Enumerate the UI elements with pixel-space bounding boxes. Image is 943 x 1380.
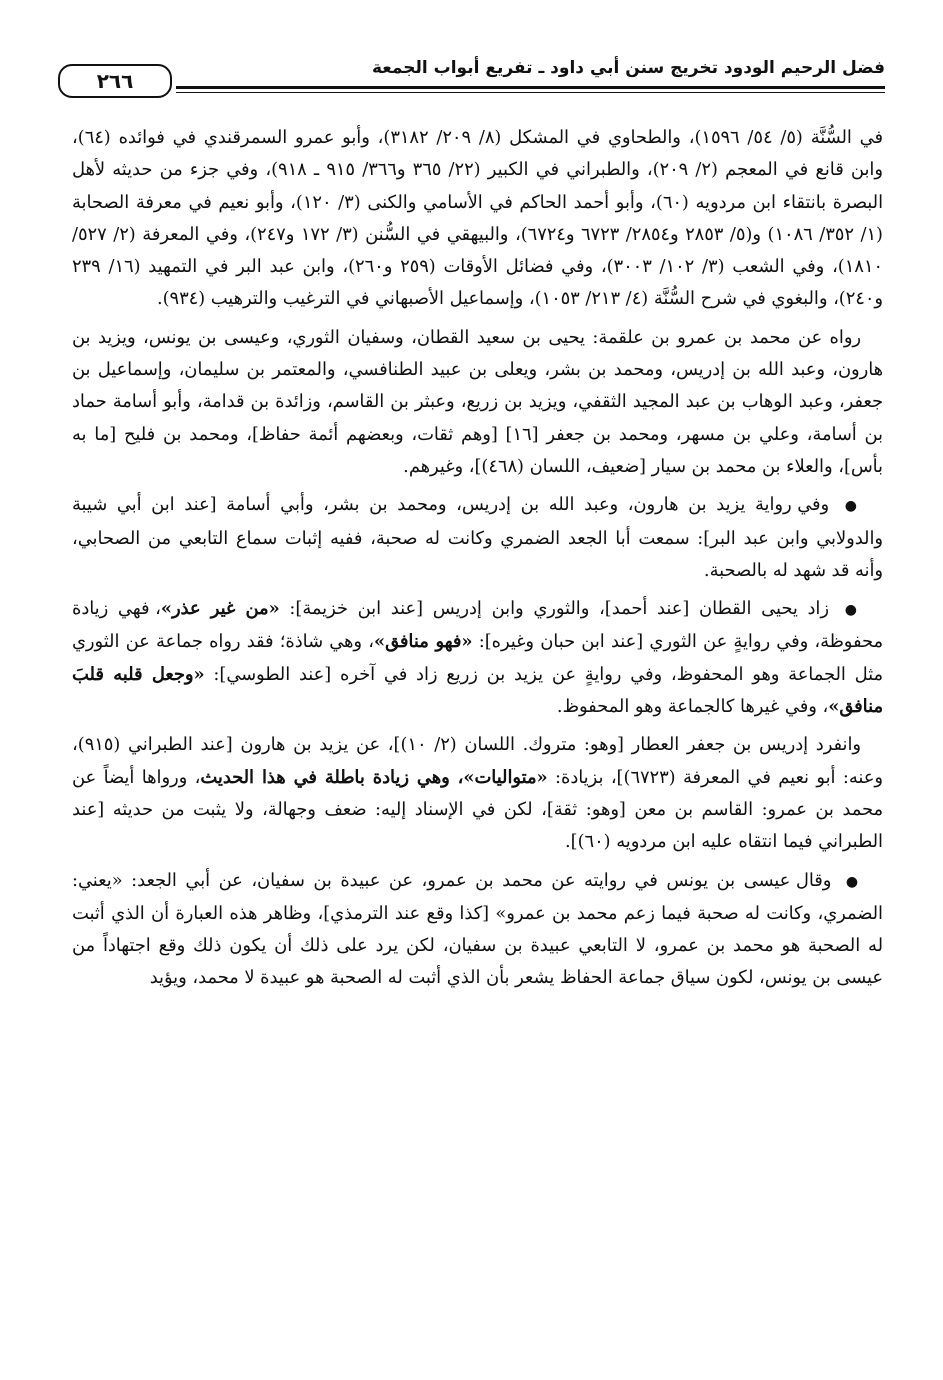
paragraph-1: في السُّنَّة (٥/ ٥٤/ ١٥٩٦)، والطحاوي في المشكل (٨/ ٢٠٩/ ٣١٨٢)، وأبو عمرو السمرقندي في فوائده (٦٤)، وابن قانع في المعجم (٢/ ٢٠٩)، والطبراني في الكبير (٢٢/ ٣٦٥ و٣٦٦/ ٩١٥ ـ ٩١٨)، وفي جزء من حديثه لأهل البصرة بانتقاء ابن مردويه (٦٠)، وأبو أحمد الحاكم في الأسامي والكنى (٣/ ١٢٠)، وأبو نعيم في معرفة الصحابة (١/ ٣٥٢/ ١٠٨٦) و(٥/ ٢٨٥٣ و٢٨٥٤/ ٦٧٢٣ و٦٧٢٤)، والبيهقي في السُّنن (٣/ ١٧٢ و٢٤٧)، وفي المعرفة (٢/ ٥٢٧/ ١٨١٠)، وفي الشعب (٣/ ١٠٢/ ٣٠٠٣)، وفي فضائل الأوقات (٢٥٩ و٢٦٠)، وابن عبد البر في التمهيد (١٦/ ٢٣٩ و٢٤٠)، والبغوي في شرح السُّنَّة (٤/ ٢١٣/ ١٠٥٣)، وإسماعيل الأصبهاني في الترغيب والترهيب (٩٣٤).: [72, 127, 884, 310]
paragraph-3: [72, 489, 883, 587]
bullet-icon: ●: [845, 873, 862, 890]
paragraph-6-text: وقال عيسى بن يونس في روايته عن محمد بن عمرو، عن عبيدة بن سفيان، عن أبي الجعد: «يعني: الضمري، وكانت له صحبة فيما زعم محمد بن عمرو» [كذا وقع عند الترمذي]، وظاهر هذه العبارة أن الذي أثبت له الصحبة هو محمد بن عمرو، لا التابعي عبيدة بن سفيان، لكن يرد على ذلك أن يكون ذلك وقع اجتهاداً من عيسى بن يونس، لكون سياق جماعة الحفاظ يشعر بأن الذي أثبت له الصحبة هو عبيدة لا محمد، ويؤيد: [72, 869, 883, 989]
paragraph-6: [72, 865, 883, 995]
paragraph-4-quote-1: «من غير عذر»: [160, 598, 280, 620]
paragraph-5-text-c: ، ورواها أيضاً عن محمد بن عمرو: القاسم بن معن [وهو: ثقة]، لكن في الإسناد إليه: ضعف وجهالة، ولا يثبت من حديثه [عند الطبراني فيما انتقاه عليه ابن مردويه (٦٠)].: [72, 766, 883, 853]
paragraph-5: [72, 729, 883, 858]
paragraph-4-quote-3: «وجعل قلبه قلبَ منافق»: [72, 663, 883, 718]
running-title: فضل الرحيم الودود تخريج سنن أبي داود ـ تفريع أبواب الجمعة: [371, 58, 885, 78]
page-number: ٢٦٦: [58, 64, 172, 98]
paragraph-4-quote-2: «فهو منافق»: [373, 631, 473, 653]
paragraph-4: [72, 593, 883, 723]
bullet-icon: ●: [844, 602, 862, 619]
main-text: [72, 122, 883, 1001]
paragraph-5-quote: «متواليات»، وهي زيادة باطلة في هذا الحديث: [200, 766, 548, 788]
paragraph-5-text-a: وانفرد إدريس بن جعفر العطار [وهو: متروك. اللسان (٢/ ١٠)]، عن يزيد بن هارون [عند الطبراني (٩١٥)، وعنه: أبو نعيم في المعرفة (٦٧٢٣)]، بزيادة:: [72, 734, 883, 788]
bullet-icon: ●: [844, 498, 862, 515]
header-rule-thick: [176, 86, 885, 89]
paragraph-4-text-a: زاد يحيى القطان [عند أحمد]، والثوري وابن إدريس [عند ابن خزيمة]:: [279, 598, 829, 620]
paragraph-3-text: وفي رواية يزيد بن هارون، وعبد الله بن إدريس، ومحمد بن بشر، وأبي أسامة [عند ابن أبي شيبة والدولابي وابن عبد البر]: سمعت أبا الجعد الضمري وكانت له صحبة، ففيه إثبات سماع التابعي من الصحابي، وأنه قد شهد له بالصحبة.: [72, 494, 883, 581]
paragraph-4-text-g: ، وفي غيرها كالجماعة وهو المحفوظ.: [556, 696, 829, 718]
paragraph-2: رواه عن محمد بن عمرو بن علقمة: يحيى بن سعيد القطان، وسفيان الثوري، وعيسى بن يونس، ويزيد بن هارون، وعبد الله بن إدريس، ومحمد بن بشر، ويعلى بن عبيد الطنافسي، والمعتمر بن سليمان، وإسماعيل بن جعفر، وعبد الوهاب بن عبد المجيد الثقفي، ويزيد بن زريع، وعبثر بن القاسم، وزائدة بن قدامة، وأبو أسامة حماد بن أسامة، وعلي بن مسهر، ومحمد بن جعفر [١٦] [وهم ثقات، وبعضهم أئمة حفاظ]، ومحمد بن فليح [ما به بأس]، والعلاء بن محمد بن سيار [ضعيف، اللسان (٤٦٨)]، وغيرهم.: [72, 326, 883, 477]
paragraph-4-text-c: ، فهي زيادة محفوظة، وفي روايةٍ عن الثوري [عند ابن حبان وغيره]:: [72, 598, 883, 653]
header-rule-thin: [176, 92, 885, 93]
paragraph-4-text-e: ، وهي شاذة؛ فقد رواه جماعة عن الثوري مثل الجماعة وهو المحفوظ، وفي روايةٍ عن يزيد بن زريع زاد في آخره [عند الطوسي]:: [72, 631, 884, 685]
running-head: [58, 52, 885, 112]
